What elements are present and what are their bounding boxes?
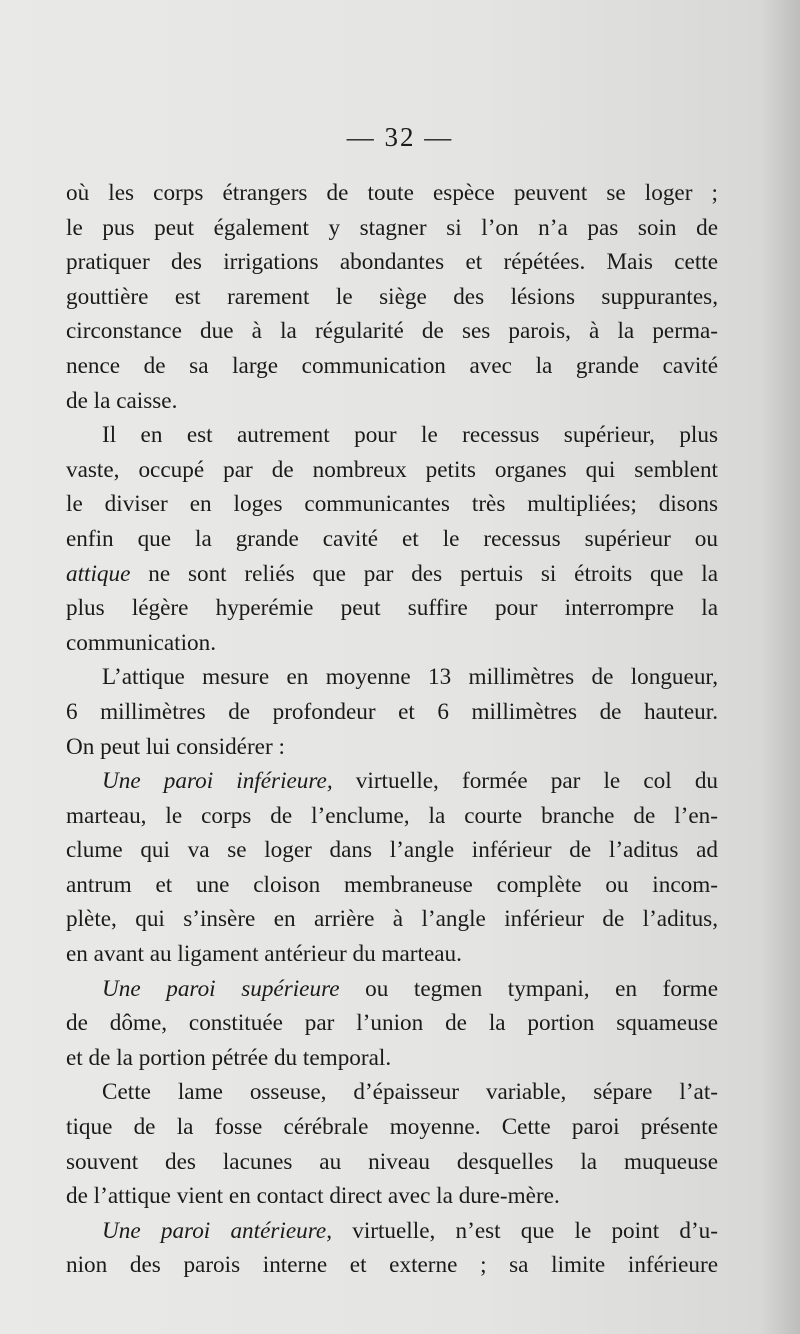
text-span: virtuelle, formée par le col du xyxy=(332,768,719,795)
text-span: de la caisse. xyxy=(66,387,178,414)
text-span: de l’attique vient en contact direct avec la dure-mère. xyxy=(66,1183,560,1210)
text-span: souvent des lacunes au niveau desquelles la muqueuse xyxy=(66,1148,718,1175)
text-line xyxy=(66,937,718,972)
text-line xyxy=(66,695,718,730)
text-span: et de la portion pétrée du temporal. xyxy=(66,1044,392,1071)
italic-text-span: Une paroi antérieure, xyxy=(102,1217,332,1244)
text-span: antrum et une cloison membraneuse complète ou incom- xyxy=(66,871,718,898)
text-span: enfin que la grande cavité et le recessus supérieur ou xyxy=(66,525,718,552)
text-line xyxy=(66,902,718,937)
text-span: gouttière est rarement le siège des lésions suppurantes, xyxy=(66,283,718,310)
text-line xyxy=(66,280,718,315)
body-text xyxy=(66,176,718,1283)
text-line xyxy=(66,972,718,1007)
text-line xyxy=(66,384,718,419)
text-span: Il en est autrement pour le recessus supérieur, plus xyxy=(102,422,718,449)
text-span: plète, qui s’insère en arrière à l’angle inférieur de l’aditus, xyxy=(66,906,718,933)
text-line xyxy=(66,314,718,349)
text-span: en avant au ligament antérieur du marteau. xyxy=(66,941,462,968)
text-span: 6 millimètres de profondeur et 6 millimètres de hauteur. xyxy=(66,698,718,725)
text-line xyxy=(66,349,718,384)
text-line xyxy=(66,1041,718,1076)
text-span: nion des parois interne et externe ; sa limite inférieure xyxy=(66,1252,718,1279)
text-line xyxy=(66,245,718,280)
text-line xyxy=(66,764,718,799)
text-line xyxy=(66,1075,718,1110)
text-line xyxy=(66,557,718,592)
text-line xyxy=(66,176,718,211)
text-line xyxy=(66,1179,718,1214)
text-line xyxy=(66,487,718,522)
text-span: nence de sa large communication avec la grande cavité xyxy=(66,352,718,379)
text-line xyxy=(66,660,718,695)
italic-text-span: attique xyxy=(66,560,131,587)
text-span: le pus peut également y stagner si l’on n’a pas soin de xyxy=(66,214,718,241)
text-span: vaste, occupé par de nombreux petits organes qui semblent xyxy=(66,456,718,483)
text-line xyxy=(66,833,718,868)
text-line xyxy=(66,626,718,661)
italic-text-span: Une paroi inférieure, xyxy=(102,768,333,795)
text-line xyxy=(66,799,718,834)
text-line xyxy=(66,730,718,765)
text-span: le diviser en loges communicantes très multipliées; disons xyxy=(66,491,718,518)
text-span: tique de la fosse cérébrale moyenne. Cette paroi présente xyxy=(66,1114,718,1141)
text-line xyxy=(66,868,718,903)
text-span: virtuelle, n’est que le point d’u- xyxy=(332,1217,718,1244)
text-span: ne sont reliés que par des pertuis si étroits que la xyxy=(130,560,718,587)
text-line xyxy=(66,1248,718,1283)
text-line xyxy=(66,1145,718,1180)
text-line xyxy=(66,1006,718,1041)
text-span: clume qui va se loger dans l’angle inférieur de l’aditus ad xyxy=(66,837,718,864)
page-number: — 32 — xyxy=(346,122,454,152)
text-span: On peut lui considérer : xyxy=(66,733,285,760)
text-span: où les corps étrangers de toute espèce peuvent se loger ; xyxy=(66,180,718,206)
text-span: communication. xyxy=(66,629,217,656)
text-line xyxy=(66,522,718,557)
text-line xyxy=(66,591,718,626)
italic-text-span: Une paroi supérieure xyxy=(102,975,340,1002)
text-span: pratiquer des irrigations abondantes et répétées. Mais cette xyxy=(66,249,718,276)
text-span: marteau, le corps de l’enclume, la courte branche de l’en- xyxy=(66,802,718,829)
text-line xyxy=(66,1110,718,1145)
text-span: L’attique mesure en moyenne 13 millimètres de longueur, xyxy=(102,664,718,691)
text-span: plus légère hyperémie peut suffire pour interrompre la xyxy=(66,595,718,622)
text-line xyxy=(66,211,718,246)
text-span: ou tegmen tympani, en forme xyxy=(339,975,718,1002)
text-span: circonstance due à la régularité de ses parois, à la perma- xyxy=(66,318,718,345)
text-span: de dôme, constituée par l’union de la portion squameuse xyxy=(66,1010,718,1037)
text-line xyxy=(66,418,718,453)
text-span: Cette lame osseuse, d’épaisseur variable, sépare l’at- xyxy=(102,1079,718,1106)
text-line xyxy=(66,453,718,488)
text-line xyxy=(66,1214,718,1249)
